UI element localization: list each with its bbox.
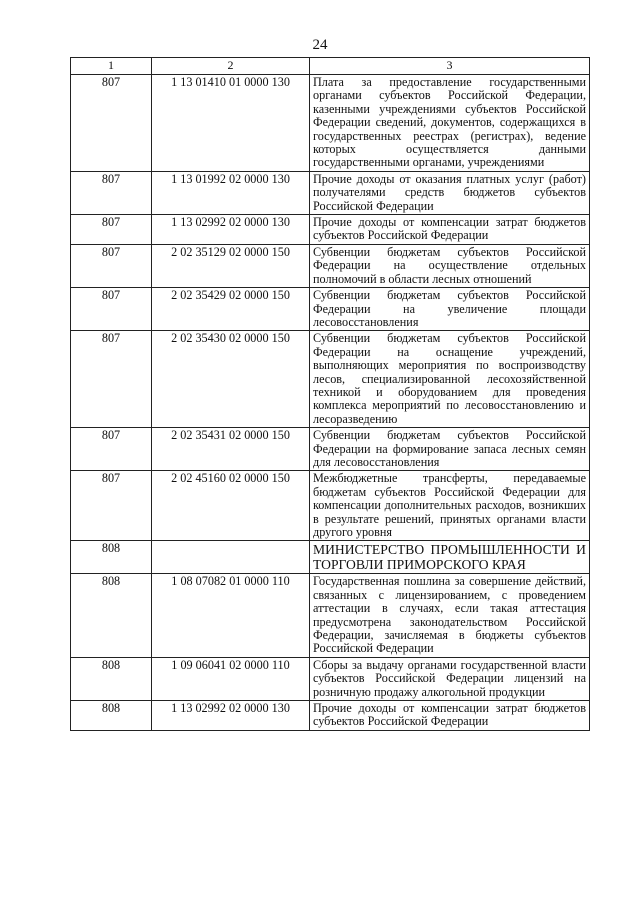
column-header-3: 3 [310, 58, 590, 75]
kbk-code-cell: 1 09 06041 02 0000 110 [152, 657, 310, 700]
kbk-code-cell: 2 02 35429 02 0000 150 [152, 288, 310, 331]
table-body [71, 75, 590, 731]
column-header-1: 1 [71, 58, 152, 75]
admin-code-cell: 807 [71, 171, 152, 214]
table-row [71, 331, 590, 428]
revenue-description-cell: Сборы за выдачу органами государственной власти субъектов Российской Федерации лицензий на розничную продажу алкогольной продукции [310, 657, 590, 700]
page-number: 24 [312, 37, 328, 53]
table-row [71, 471, 590, 541]
revenue-description-cell: Субвенции бюджетам субъектов Российской Федерации на формирование запаса лесных семян для лесовосстановления [310, 428, 590, 471]
kbk-code-cell [152, 541, 310, 574]
revenue-description-cell: Прочие доходы от оказания платных услуг (работ) получателями средств бюджетов субъектов Российской Федерации [310, 171, 590, 214]
table-row [71, 657, 590, 700]
table-row [71, 171, 590, 214]
revenue-description-cell: Субвенции бюджетам субъектов Российской Федерации на увеличение площади лесовосстановления [310, 288, 590, 331]
kbk-code-cell: 1 08 07082 01 0000 110 [152, 574, 310, 657]
kbk-code-cell: 2 02 35129 02 0000 150 [152, 244, 310, 287]
admin-code-cell: 807 [71, 215, 152, 245]
table-row [71, 215, 590, 245]
admin-code-cell: 808 [71, 657, 152, 700]
table-row [71, 75, 590, 172]
table-header-row [71, 58, 590, 75]
revenue-description-cell: Прочие доходы от компенсации затрат бюджетов субъектов Российской Федерации [310, 215, 590, 245]
kbk-code-cell: 1 13 02992 02 0000 130 [152, 701, 310, 731]
admin-code-cell: 808 [71, 701, 152, 731]
revenue-code-table [70, 57, 590, 731]
admin-code-cell: 808 [71, 541, 152, 574]
kbk-code-cell: 1 13 01410 01 0000 130 [152, 75, 310, 172]
revenue-description-cell: Субвенции бюджетам субъектов Российской Федерации на осуществление отдельных полномочий в области лесных отношений [310, 244, 590, 287]
revenue-description-cell: Субвенции бюджетам субъектов Российской Федерации на оснащение учреждений, выполняющих мероприятия по воспроизводству лесов, специализированной лесохозяйственной техникой и оборудованием для проведения комплекса мероприятий по лесовосстановлению и лесоразведению [310, 331, 590, 428]
kbk-code-cell: 1 13 01992 02 0000 130 [152, 171, 310, 214]
department-name-cell: МИНИСТЕРСТВО ПРОМЫШЛЕННОСТИ И ТОРГОВЛИ ПРИМОРСКОГО КРАЯ [310, 541, 590, 574]
admin-code-cell: 807 [71, 288, 152, 331]
kbk-code-cell: 2 02 35430 02 0000 150 [152, 331, 310, 428]
revenue-description-cell: Плата за предоставление государственными органами субъектов Российской Федерации, казенными учреждениями субъектов Российской Федерации сведений, документов, содержащихся в государственных реестрах (регистрах), ведение которых осуществляется данными государственными органами, учреждениями [310, 75, 590, 172]
revenue-description-cell: Межбюджетные трансферты, передаваемые бюджетам субъектов Российской Федерации для компенсации дополнительных расходов, возникших в результате решений, принятых органами власти другого уровня [310, 471, 590, 541]
table-row [71, 288, 590, 331]
column-header-2: 2 [152, 58, 310, 75]
admin-code-cell: 807 [71, 244, 152, 287]
kbk-code-cell: 2 02 35431 02 0000 150 [152, 428, 310, 471]
admin-code-cell: 808 [71, 574, 152, 657]
kbk-code-cell: 1 13 02992 02 0000 130 [152, 215, 310, 245]
table-row [71, 701, 590, 731]
table-row [71, 244, 590, 287]
admin-code-cell: 807 [71, 428, 152, 471]
revenue-description-cell: Государственная пошлина за совершение действий, связанных с лицензированием, с проведением аттестации в случаях, если такая аттестация предусмотрена законодательством Российской Федерации, зачисляемая в бюджеты субъектов Российской Федерации [310, 574, 590, 657]
revenue-description-cell: Прочие доходы от компенсации затрат бюджетов субъектов Российской Федерации [310, 701, 590, 731]
table-row [71, 428, 590, 471]
table-row [71, 574, 590, 657]
kbk-code-cell: 2 02 45160 02 0000 150 [152, 471, 310, 541]
admin-code-cell: 807 [71, 331, 152, 428]
table-row-department [71, 541, 590, 574]
admin-code-cell: 807 [71, 75, 152, 172]
admin-code-cell: 807 [71, 471, 152, 541]
